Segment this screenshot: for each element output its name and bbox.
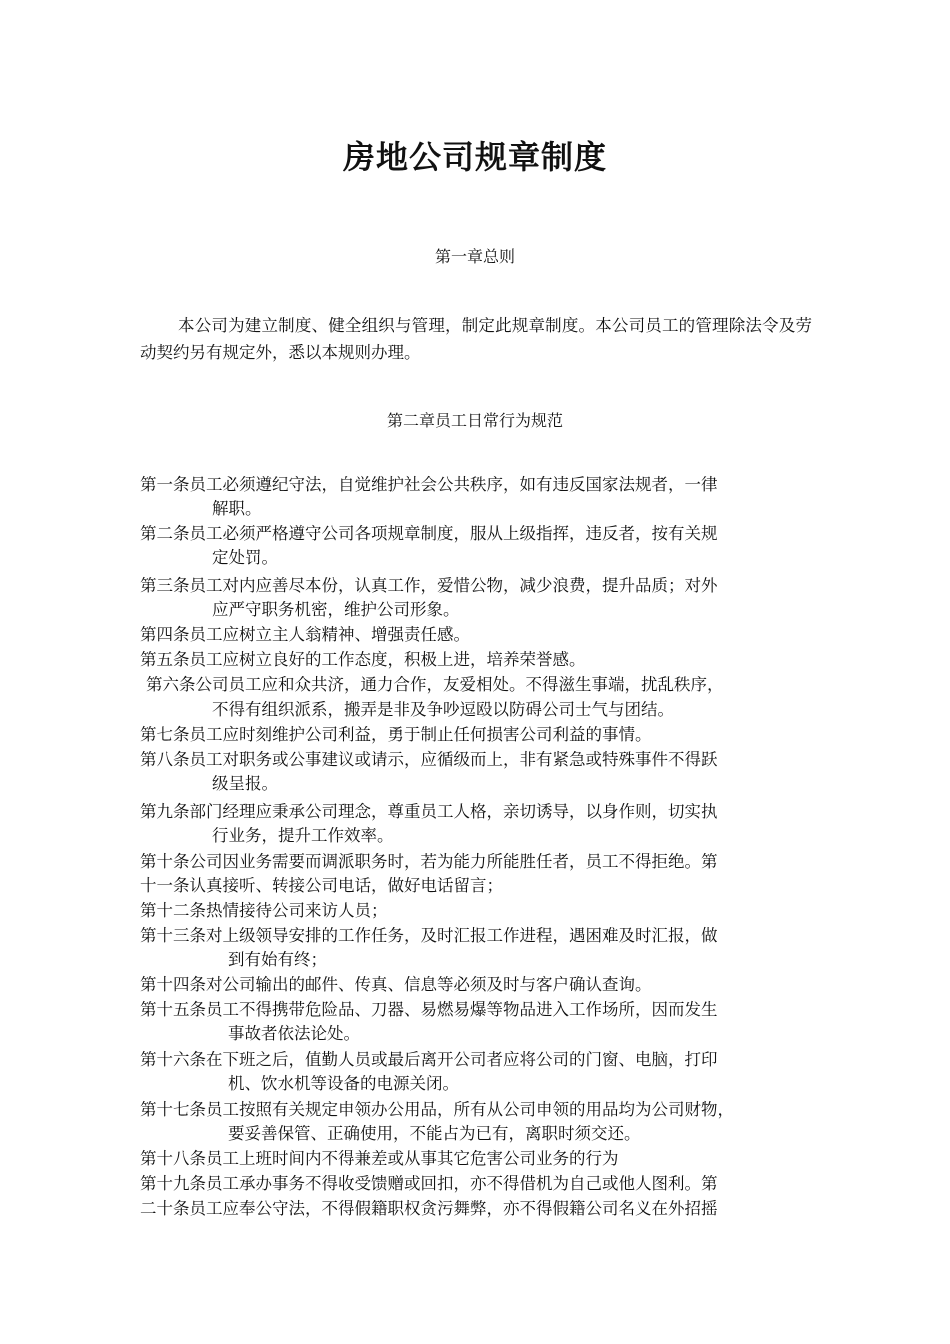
article-line: 第七条员工应时刻维护公司利益，勇于制止任何损害公司利益的事情。	[140, 725, 652, 744]
article-line: 第十二条热情接待公司来访人员；	[140, 901, 388, 920]
article-line: 到有始有终；	[228, 950, 327, 969]
article-line: 第四条员工应树立主人翁精神、增强责任感。	[140, 625, 470, 644]
article-line: 第十九条员工承办事务不得收受馈赠或回扣，亦不得借机为自己或他人图利。第	[140, 1174, 718, 1193]
article-line: 二十条员工应奉公守法，不得假籍职权贪污舞弊，亦不得假籍公司名义在外招摇	[140, 1199, 718, 1218]
article-line: 级呈报。	[212, 774, 278, 793]
article-line: 机、饮水机等设备的电源关闭。	[228, 1074, 459, 1093]
article-line: 十一条认真接听、转接公司电话，做好电话留言；	[140, 876, 503, 895]
article-line: 第十五条员工不得携带危险品、刀器、易燃易爆等物品进入工作场所，因而发生	[140, 1000, 718, 1019]
article-line: 第六条公司员工应和众共济，通力合作，友爱相处。不得滋生事端，扰乱秩序，	[146, 675, 724, 694]
article-line: 应严守职务机密，维护公司形象。	[212, 600, 460, 619]
article-line: 事故者依法论处。	[228, 1024, 360, 1043]
article-line: 解职。	[212, 499, 262, 518]
chapter-1-heading: 第一章总则	[434, 247, 515, 266]
article-line: 要妥善保管、正确使用，不能占为已有，离职时须交还。	[228, 1124, 641, 1143]
article-line: 第十三条对上级领导安排的工作任务，及时汇报工作进程，遇困难及时汇报，做	[140, 926, 718, 945]
chapter-2-heading: 第二章员工日常行为规范	[386, 411, 563, 430]
article-line: 第十七条员工按照有关规定申领办公用品，所有从公司申领的用品均为公司财物，	[140, 1100, 734, 1119]
article-line: 第十条公司因业务需要而调派职务时，若为能力所能胜任者，员工不得拒绝。第	[140, 852, 718, 871]
article-line: 定处罚。	[212, 548, 278, 567]
article-line: 行业务，提升工作效率。	[212, 826, 394, 845]
chapter-1-paragraph: 本公司为建立制度、健全组织与管理，制定此规章制度。本公司员工的管理除法令及劳动契约另有规定外，悉以本规则办理。	[140, 316, 812, 362]
article-line: 第十六条在下班之后，值勤人员或最后离开公司者应将公司的门窗、电脑，打印	[140, 1050, 718, 1069]
article-line: 第十四条对公司输出的邮件、传真、信息等必须及时与客户确认查询。	[140, 975, 652, 994]
article-line: 第五条员工应树立良好的工作态度，积极上进，培养荣誉感。	[140, 650, 586, 669]
article-line: 第九条部门经理应秉承公司理念，尊重员工人格，亲切诱导，以身作则，切实执	[140, 802, 718, 821]
article-line: 第八条员工对职务或公事建议或请示，应循级而上，非有紧急或特殊事件不得跃	[140, 750, 718, 769]
document-title: 房地公司规章制度	[342, 138, 607, 176]
article-line: 第十八条员工上班时间内不得兼差或从事其它危害公司业务的行为	[140, 1149, 619, 1168]
article-line: 第三条员工对内应善尽本份，认真工作，爱惜公物，减少浪费，提升品质；对外	[140, 576, 718, 595]
article-line: 不得有组织派系，搬弄是非及争吵逗殴以防碍公司士气与团结。	[212, 700, 674, 719]
article-line: 第一条员工必须遵纪守法，自觉维护社会公共秩序，如有违反国家法规者，一律	[140, 475, 718, 494]
article-line: 第二条员工必须严格遵守公司各项规章制度，服从上级指挥，违反者，按有关规	[140, 524, 718, 543]
